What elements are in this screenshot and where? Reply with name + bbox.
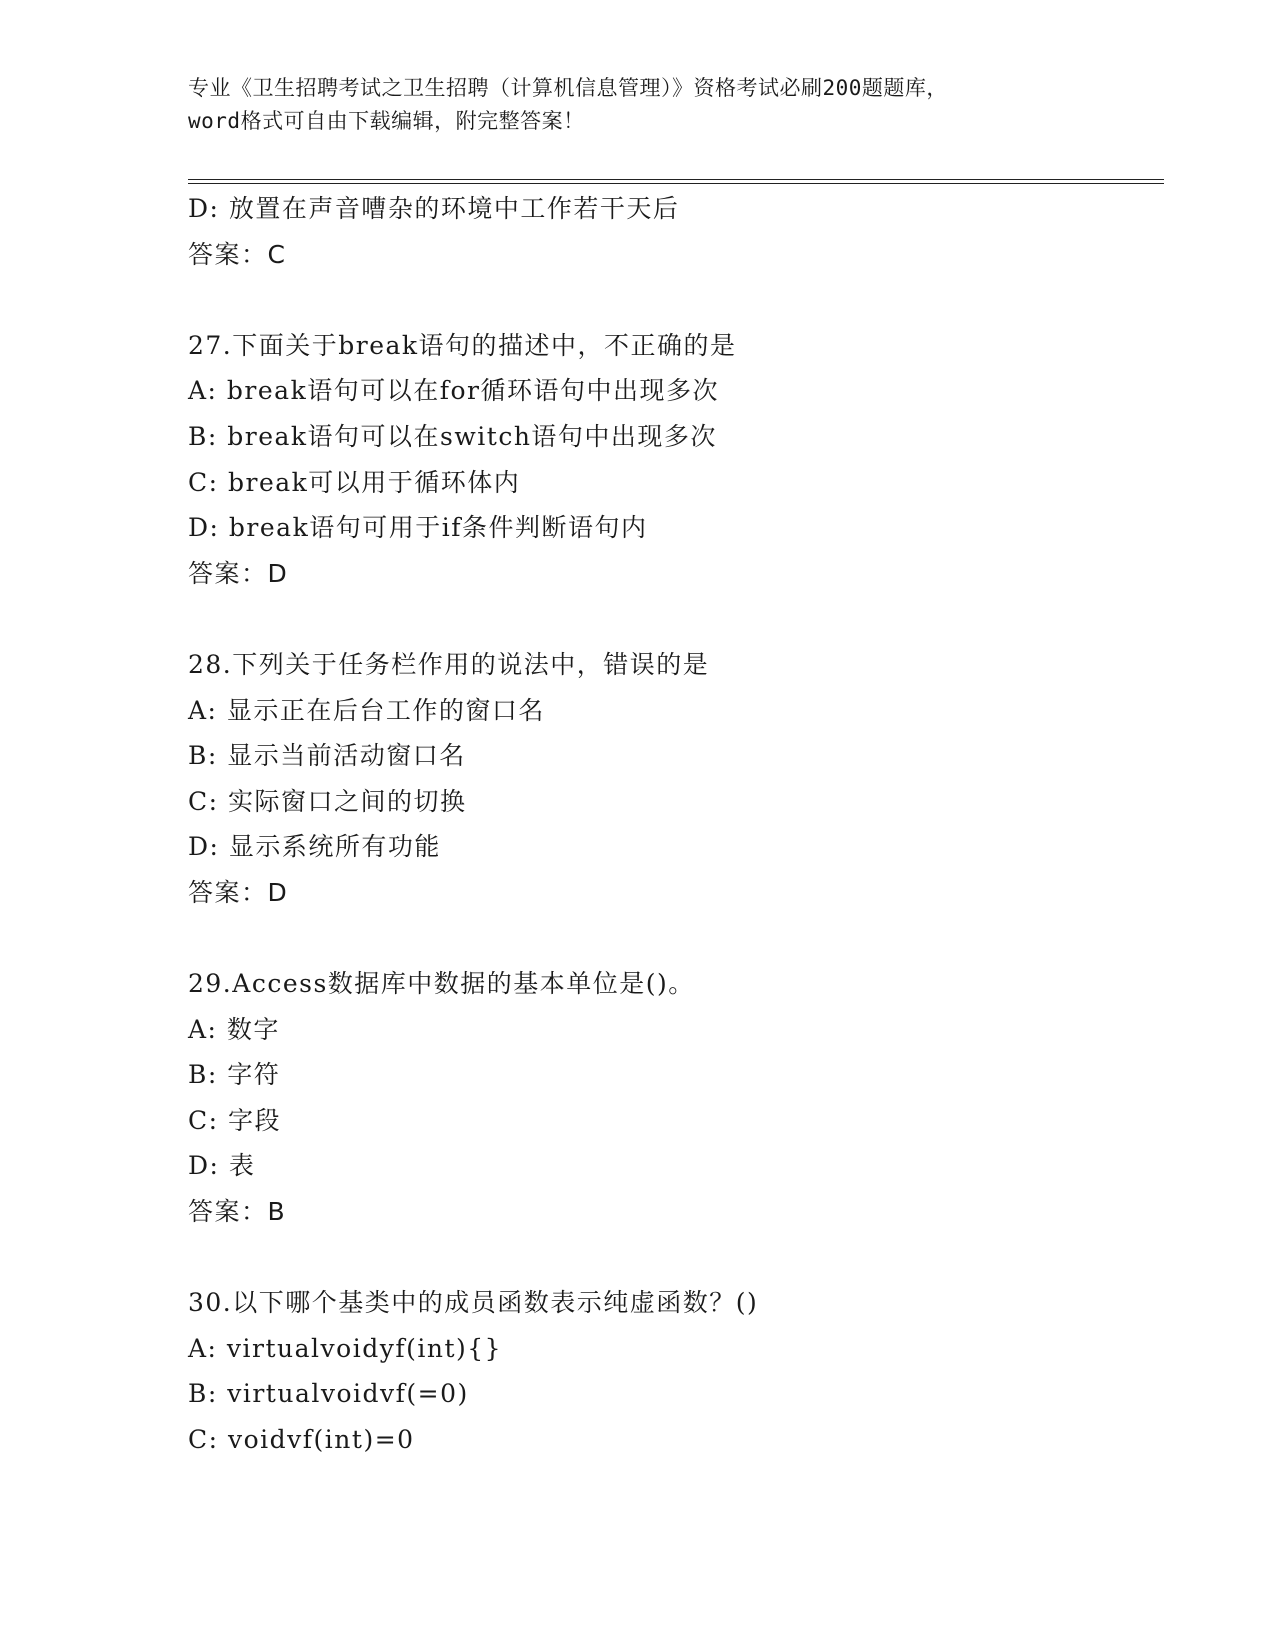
option-a: A: 显示正在后台工作的窗口名 bbox=[188, 695, 545, 725]
question-text: 29.Access数据库中数据的基本单位是()。 bbox=[188, 969, 695, 999]
option-a: A: 数字 bbox=[188, 1014, 280, 1044]
answer-line: 答案：B bbox=[188, 1197, 287, 1227]
question-text: 30.以下哪个基类中的成员函数表示纯虚函数？() bbox=[188, 1288, 759, 1318]
block-spacer bbox=[188, 1235, 1168, 1281]
block-spacer bbox=[188, 277, 1168, 323]
question-text: 28.下列关于任务栏作用的说法中，错误的是 bbox=[188, 649, 710, 679]
option-b: B: 显示当前活动窗口名 bbox=[188, 741, 466, 771]
option-c: C: 字段 bbox=[188, 1105, 281, 1135]
option-d: D: 放置在声音嘈杂的环境中工作若干天后 bbox=[188, 194, 680, 223]
question-block-28 bbox=[188, 642, 1168, 916]
question-block-30 bbox=[188, 1280, 1168, 1462]
option-b: B: virtualvoidvf(=0) bbox=[188, 1379, 469, 1409]
header-rule-top bbox=[188, 179, 1164, 180]
question-text: 27.下面关于break语句的描述中，不正确的是 bbox=[188, 330, 737, 360]
header-rule-bottom bbox=[188, 183, 1164, 184]
question-block-27 bbox=[188, 323, 1168, 597]
option-c: C: voidvf(int)=0 bbox=[188, 1425, 415, 1455]
block-spacer bbox=[188, 916, 1168, 962]
option-a: A: virtualvoidyf(int){} bbox=[188, 1333, 503, 1363]
answer-line: 答案：C bbox=[188, 239, 287, 269]
answer-line: 答案：D bbox=[188, 877, 289, 907]
option-d: D: 显示系统所有功能 bbox=[188, 832, 441, 862]
option-d: D: break语句可用于if条件判断语句内 bbox=[188, 513, 648, 543]
answer-line: 答案：D bbox=[188, 558, 289, 588]
block-spacer bbox=[188, 596, 1168, 642]
option-b: B: 字符 bbox=[188, 1060, 281, 1090]
option-b: B: break语句可以在switch语句中出现多次 bbox=[188, 421, 717, 451]
header-line-1: 专业《卫生招聘考试之卫生招聘（计算机信息管理）》资格考试必刷200题题库， bbox=[188, 76, 948, 100]
option-c: C: break可以用于循环体内 bbox=[188, 467, 521, 497]
document-header bbox=[188, 72, 1168, 138]
question-list bbox=[188, 186, 1168, 1463]
option-a: A: break语句可以在for循环语句中出现多次 bbox=[188, 376, 719, 406]
question-block-29 bbox=[188, 961, 1168, 1235]
option-c: C: 实际窗口之间的切换 bbox=[188, 786, 467, 816]
question-block-26 bbox=[188, 186, 1168, 277]
option-d: D: 表 bbox=[188, 1151, 256, 1181]
header-line-2: word格式可自由下载编辑，附完整答案！ bbox=[188, 109, 585, 133]
